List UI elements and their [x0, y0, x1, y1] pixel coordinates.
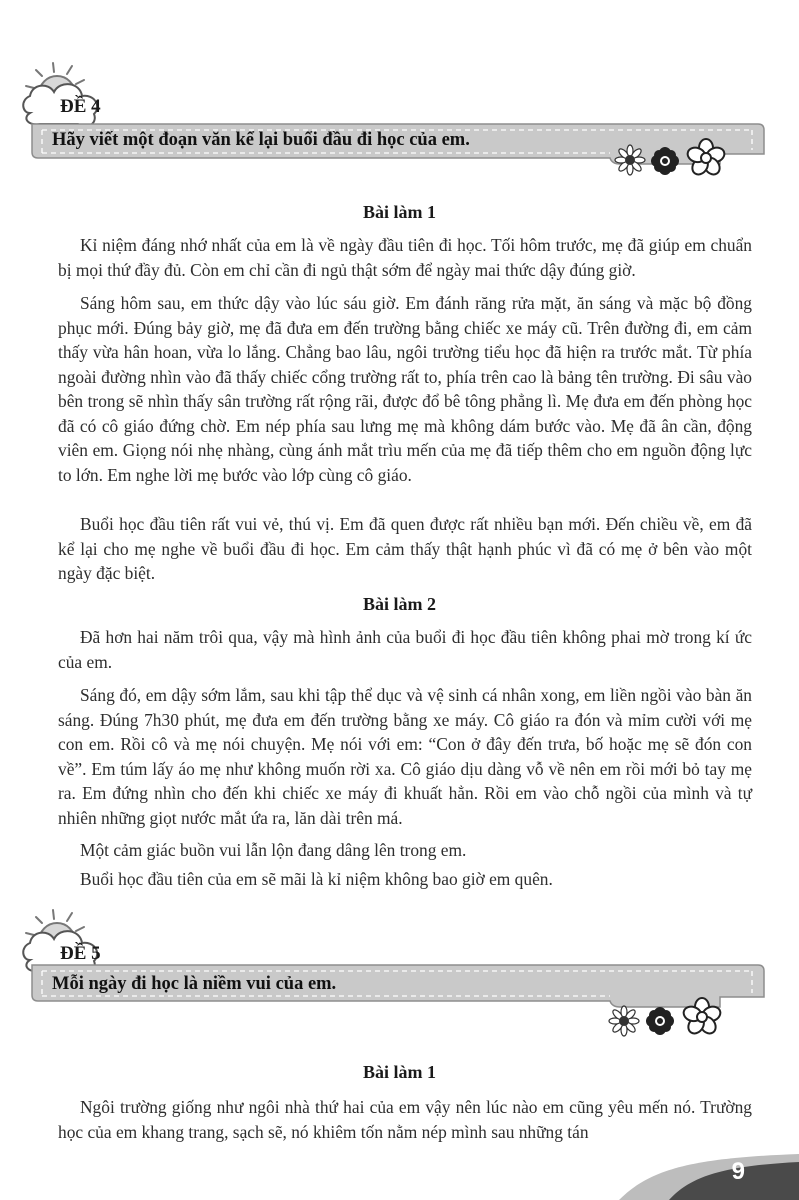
de5-essay1-heading: Bài làm 1: [362, 1062, 436, 1082]
de4-banner: [20, 58, 780, 188]
flower-filled-icon: [646, 1007, 674, 1035]
de4-prompt: Hãy viết một đoạn văn kể lại buổi đầu đi học của em.: [52, 130, 470, 150]
page-number: 9: [731, 1158, 745, 1185]
de5-banner: [20, 905, 780, 1035]
paragraph: Kỉ niệm đáng nhớ nhất của em là về ngày đầu tiên đi học. Tối hôm trước, mẹ đã giúp em chuẩn bị mọi thứ đầy đủ. Còn em chỉ cần đi ngủ thật sớm để ngày mai thức dậy đúng giờ.: [58, 235, 752, 280]
page-number-tab: [609, 1140, 799, 1200]
de4-essay1-heading: Bài làm 1: [362, 202, 436, 222]
de5-label: ĐỀ 5: [60, 943, 101, 964]
de5-banner-graphic: [20, 905, 780, 1035]
paragraph: Một cảm giác buồn vui lẫn lộn đang dâng lên trong em.: [80, 840, 467, 860]
de4-banner-graphic: [20, 58, 780, 188]
paragraph: Sáng hôm sau, em thức dậy vào lúc sáu giờ. Em đánh răng rửa mặt, ăn sáng và mặc bộ đồng phục mới. Đúng bảy giờ, mẹ đã đưa em đến trường bằng chiếc xe máy cũ. Trên đường đi, em cảm thấy vừa hân hoan, vừa lo lắng. Chẳng bao lâu, ngôi trường tiểu học đã hiện ra trước mắt. Từ phía ngoài đường nhìn vào đã thấy chiếc cổng trường rất to, phía trên cao là bảng tên trường. Đi sâu vào bên trong sẽ nhìn thấy sân trường rất rộng rãi, được đổ bê tông phẳng lì. Mẹ đưa em đến phòng học đã có cô giáo đứng chờ. Em nép phía sau lưng mẹ mà không dám bước vào. Mẹ đã ân cần, động viên em. Giọng nói nhẹ nhàng, cùng ánh mắt trìu mến của mẹ đã tiếp thêm cho em nguồn động lực to lớn. Em nghe lời mẹ bước vào lớp cùng cô giáo.: [58, 293, 752, 485]
de5-prompt: Mỗi ngày đi học là niềm vui của em.: [52, 974, 337, 994]
page-tab-shape: [609, 1140, 799, 1200]
paragraph: Buổi học đầu tiên của em sẽ mãi là kỉ niệm không bao giờ em quên.: [80, 869, 553, 889]
paragraph: Ngôi trường giống như ngôi nhà thứ hai của em vậy nên lúc nào em cũng yêu mến nó. Trường học của em khang trang, sạch sẽ, nó khiêm tốn nằm nép mình sau những tán: [58, 1097, 752, 1142]
paragraph: Buổi học đầu tiên rất vui vẻ, thú vị. Em đã quen được rất nhiều bạn mới. Đến chiều về, em đã kể lại cho mẹ nghe về buổi đầu đi học. Em cảm thấy thật hạnh phúc vì đã có mẹ ở bên vào một ngày đặc biệt.: [58, 514, 752, 583]
paragraph: Sáng đó, em dậy sớm lắm, sau khi tập thể dục và vệ sinh cá nhân xong, em liền ngồi vào bàn ăn sáng. Đúng 7h30 phút, mẹ đưa em đến trường bằng xe máy. Cô giáo ra đón và mỉm cười với mẹ con em. Rồi cô và mẹ nói chuyện. Mẹ nói với em: “Con ở đây đến trưa, bố hoặc mẹ sẽ đón con về”. Em túm lấy áo mẹ như không muốn rời xa. Cô giáo dịu dàng vỗ về nên em rồi mới bỏ tay mẹ ra. Em đứng nhìn cho đến khi chiếc xe máy đi khuất hẳn. Rồi em vào chỗ ngồi của mình và tự nhiên những giọt nước mắt ứa ra, lăn dài trên má.: [58, 685, 752, 828]
sunflower-icon: [615, 145, 645, 175]
sunflower-icon: [609, 1006, 639, 1036]
paragraph: Đã hơn hai năm trôi qua, vậy mà hình ảnh của buổi đi học đầu tiên không phai mờ trong kí ức của em.: [58, 627, 752, 672]
de4-label: ĐỀ 4: [60, 96, 101, 117]
de4-essay2-heading: Bài làm 2: [362, 594, 436, 614]
